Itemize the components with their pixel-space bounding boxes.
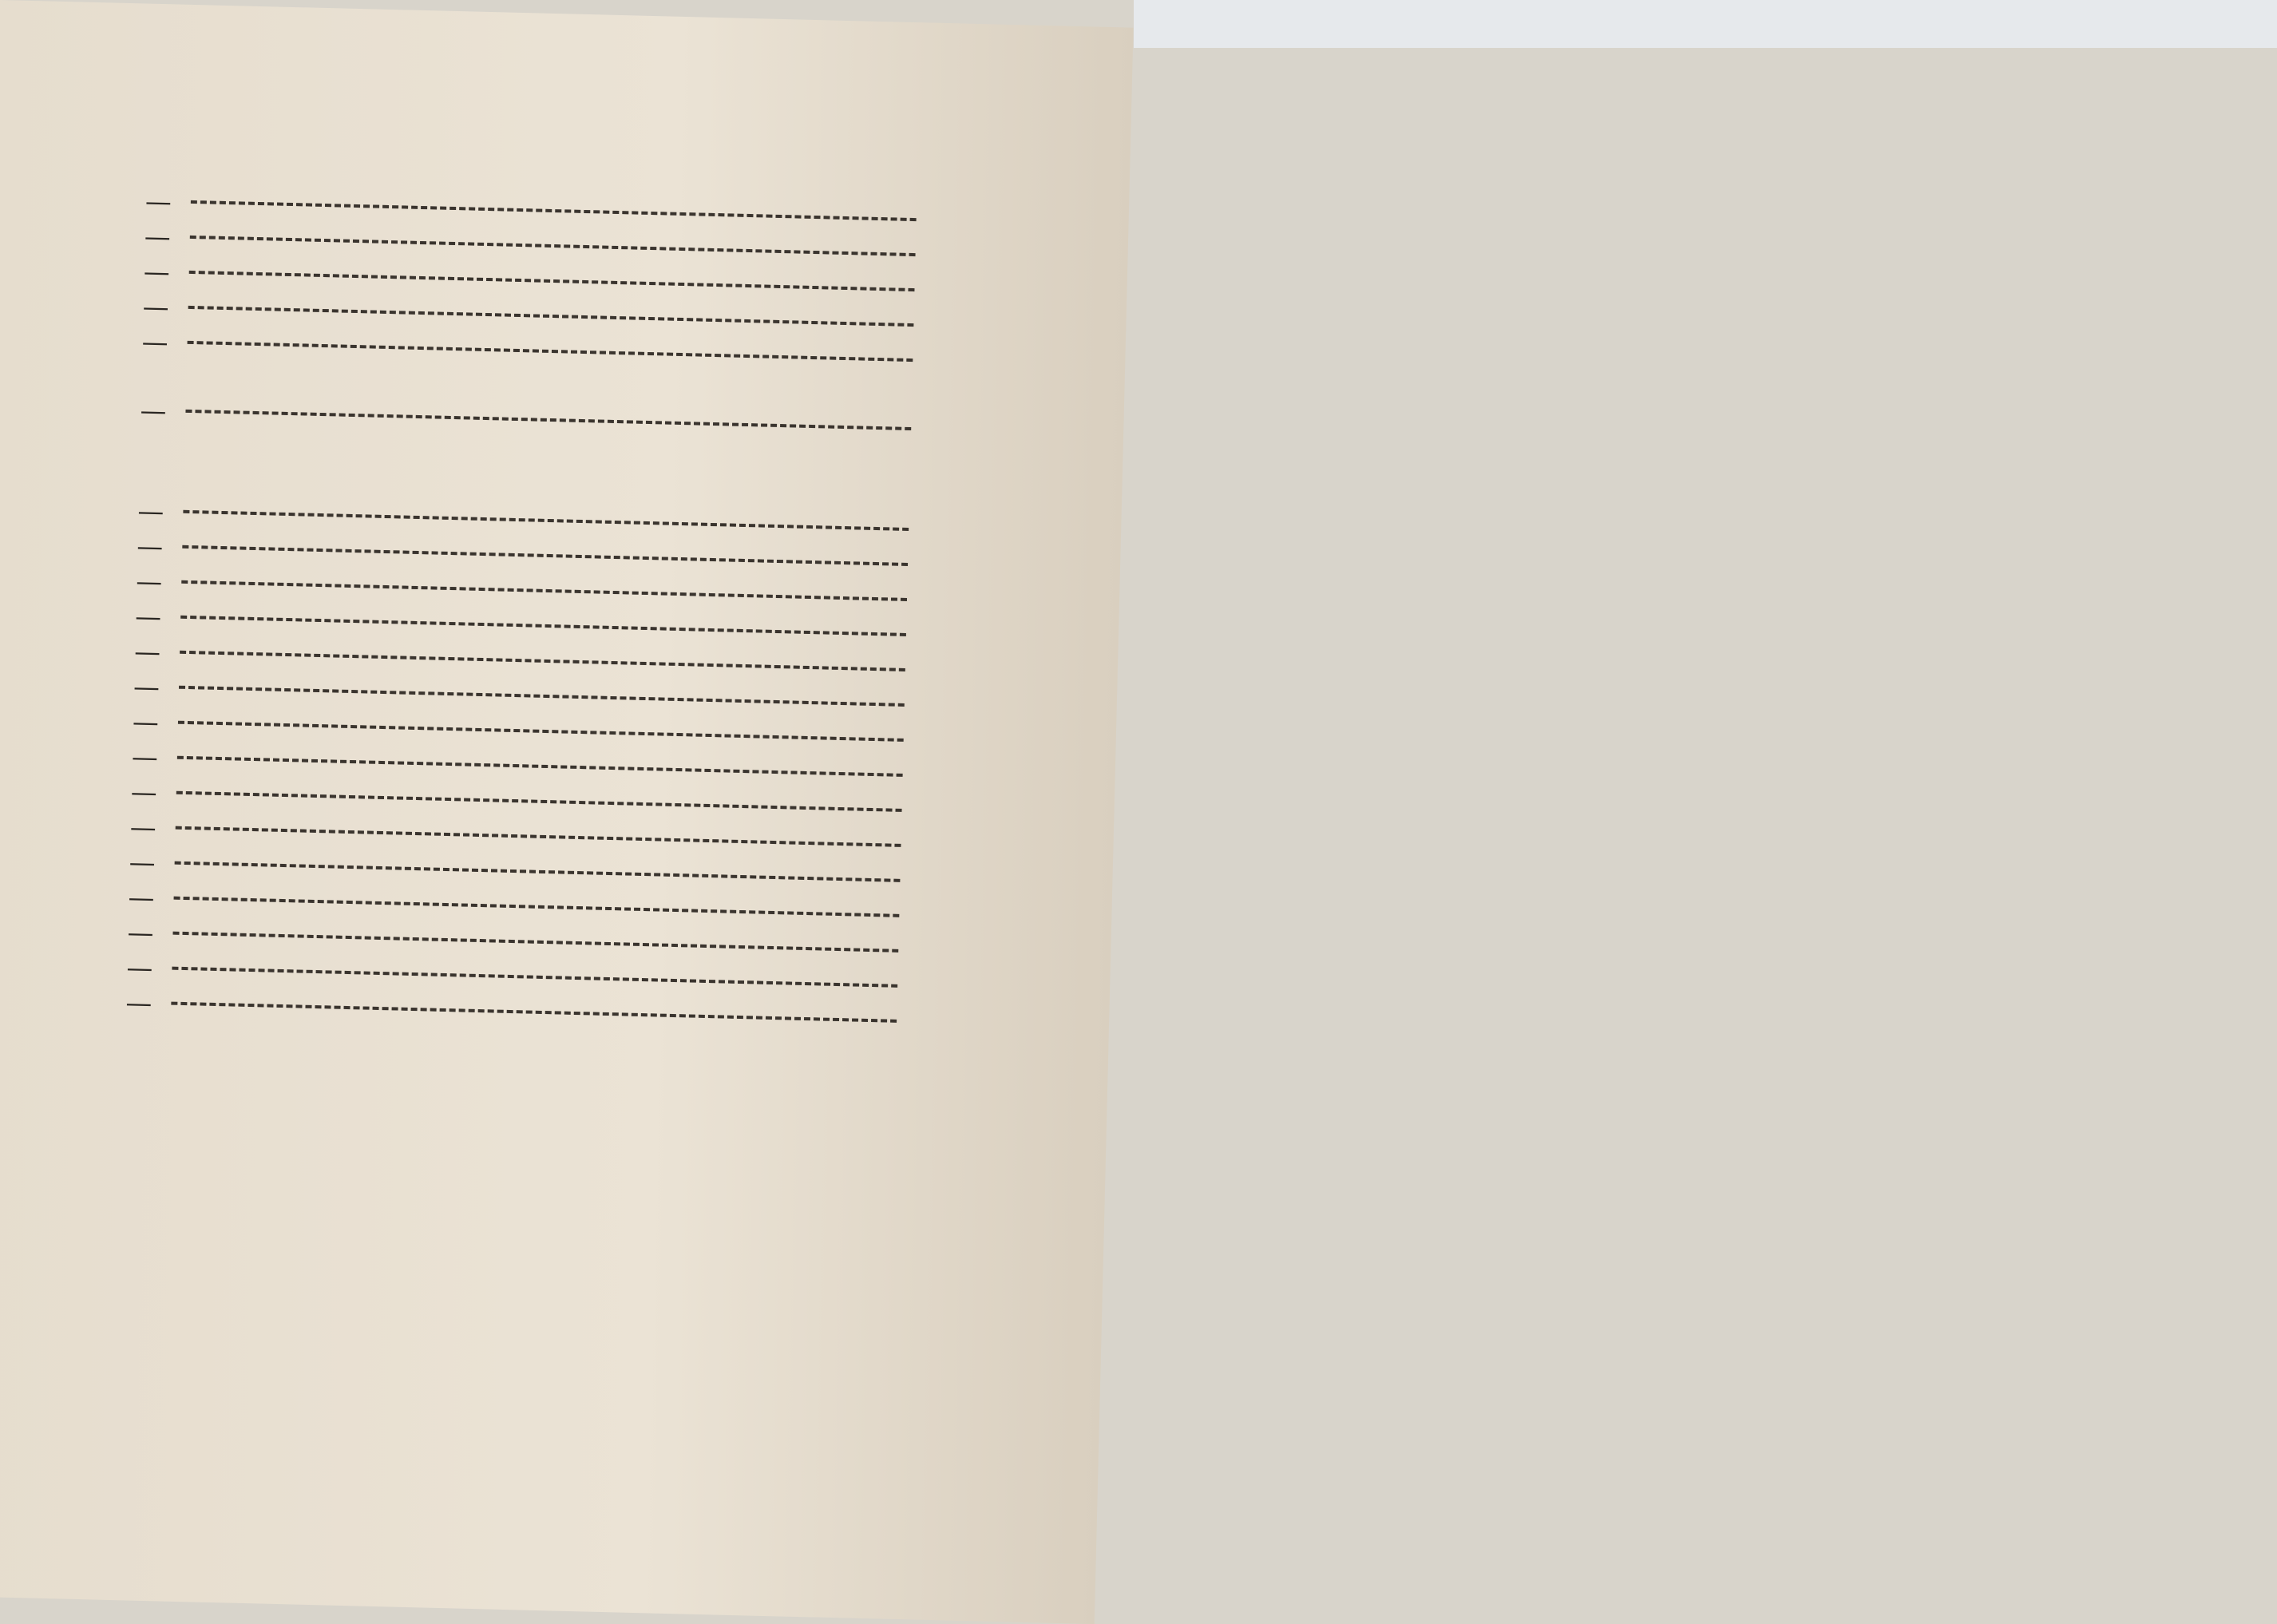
toc-entry: — [38,703,989,758]
entry-page [915,715,988,716]
dot-leader [188,341,913,362]
toc-entry: — [42,529,993,583]
entry-number [51,208,145,211]
entry-number [35,834,129,836]
toc-entry: — [42,564,992,618]
toc-entry: — [39,668,990,723]
toc-entry: — [34,844,985,898]
toc-page-only [915,463,995,465]
toc-entry: — [40,633,991,687]
entry-page [909,961,983,962]
entry-number [38,763,132,766]
entry-page [925,335,998,336]
entry-number [48,314,142,316]
toc-entry: — [31,984,982,1039]
dot-leader [177,756,903,777]
entry-number [40,658,134,660]
toc-entry: — [37,739,988,793]
dot-leader [172,967,897,988]
dot-leader [188,306,914,327]
entry-page [911,890,984,892]
toc-entry: — [41,598,992,652]
entry-number [33,939,127,941]
dot-leader [191,200,917,221]
entry-number [34,869,129,871]
dot-leader [180,651,905,671]
entry-page [918,609,992,611]
toc-entry: — [33,914,984,968]
dot-leader [181,580,907,601]
toc-entry: — [48,289,999,343]
entry-page [922,438,996,440]
entry-page [920,539,993,541]
toc-entry: — [46,393,996,447]
toc-entry: — [49,254,1000,308]
entry-page [915,463,988,465]
entry-number [38,728,133,731]
entry-page [924,370,997,371]
toc-entry: — [47,324,998,378]
dot-leader [174,897,900,917]
entry-number [39,693,133,695]
entry-page [913,785,987,786]
entry-number [34,904,128,906]
entry-page [910,925,984,927]
dot-leader [175,862,901,882]
entry-page [909,996,982,997]
toc-entry: — [34,879,984,933]
dot-leader [172,932,898,953]
entry-page [917,644,991,646]
left-page [0,0,1134,1624]
entry-page [917,380,991,382]
dot-leader [183,510,909,531]
dot-leader [176,791,902,812]
entry-page [919,574,992,576]
entry-number [41,623,135,625]
dot-leader [182,545,908,566]
entry-number [43,518,137,521]
dot-leader [178,721,904,742]
entry-page [926,264,1000,266]
toc-entry: — [32,949,983,1004]
entry-number [46,418,140,420]
entry-page [925,299,999,301]
toc-page-only [917,380,997,382]
dot-leader [190,236,916,256]
toc-entry: — [36,774,987,828]
dot-leader [179,686,905,707]
entry-number [31,1009,125,1012]
toc-entry: — [50,219,1000,273]
entry-number [50,244,145,246]
dot-leader [185,410,911,430]
entry-page [914,750,988,751]
toc-entry: — [43,493,994,548]
entry-page [913,820,986,822]
entry-page [927,229,1000,231]
entry-page [912,855,985,857]
entry-page [908,1031,981,1032]
entry-number [42,588,136,590]
entry-number [37,798,131,801]
dot-leader [176,826,901,847]
toc-entry: — [50,184,1001,238]
toc-entry: — [35,809,986,863]
dot-leader [189,271,915,291]
dot-leader [171,1002,897,1023]
entry-number [42,553,137,556]
entry-number [50,279,144,281]
entry-number [32,974,126,976]
backdrop [1134,0,2277,48]
entry-page [917,679,990,681]
entry-number [47,349,141,351]
dot-leader [180,616,906,636]
